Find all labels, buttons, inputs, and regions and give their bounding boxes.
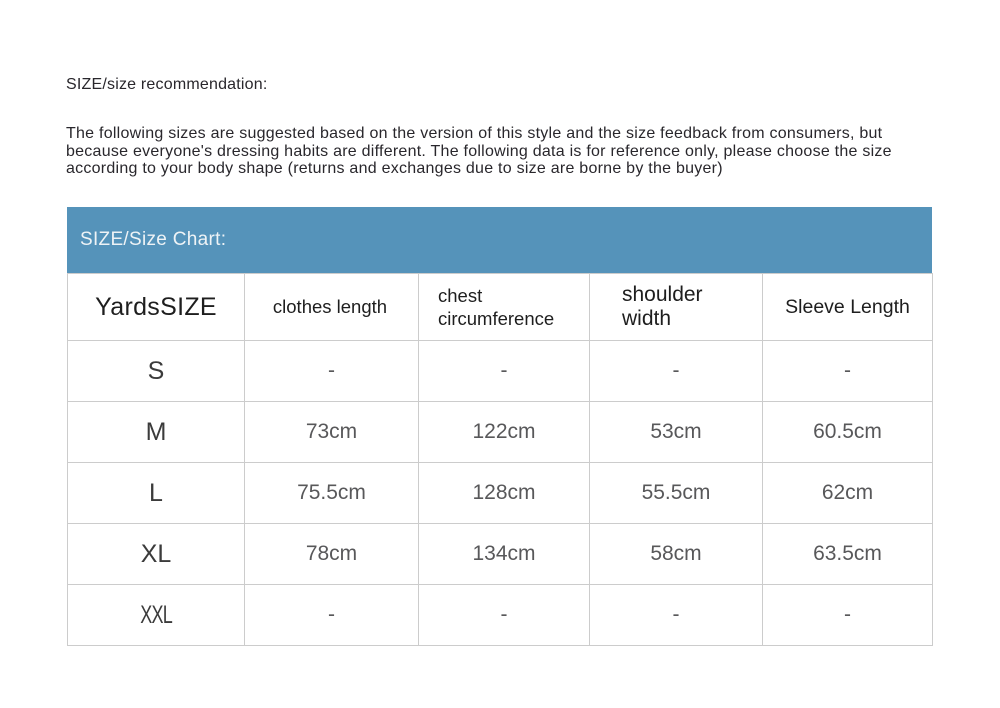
clothes-length-cell: - [245,585,419,646]
clothes-length-cell: 75.5cm [245,463,419,524]
sleeve-length-cell: 60.5cm [763,402,933,463]
size-label: XL [140,539,172,568]
sleeve-length-cell: 62cm [763,463,933,524]
chest-circumference-cell: 128cm [419,463,590,524]
shoulder-width-cell: 58cm [590,524,763,585]
size-label-cell [68,402,245,463]
sleeve-length-cell: - [763,585,933,646]
size-chart-table [67,273,933,646]
size-label-cell [68,463,245,524]
shoulder-width-cell: 55.5cm [590,463,763,524]
shoulder-width-cell: 53cm [590,402,763,463]
table-row [68,585,933,646]
column-header-shoulder-width-label: shoulder width [622,282,703,330]
sleeve-length-cell: - [763,341,933,402]
size-label-cell [68,524,245,585]
size-chart-title-bar [67,207,932,273]
clothes-length-cell: - [245,341,419,402]
table-row [68,341,933,402]
table-row [68,524,933,585]
column-header-shoulder-width [590,274,763,341]
size-label-cell [68,341,245,402]
chest-circumference-cell: 122cm [419,402,590,463]
size-label-cell [68,585,245,646]
size-chart-title: SIZE/Size Chart: [80,229,227,250]
chest-circumference-cell: - [419,341,590,402]
column-header-chest-circumference-label: chest circumference [438,284,555,329]
table-header-row [68,274,933,341]
column-header-chest-circumference [419,274,590,341]
size-label: XXL [140,600,172,629]
size-label: L [149,478,163,507]
size-recommendation-paragraph: The following sizes are suggested based on the version of this style and the size feedback from consumers, but because everyone's dressing habits are different. The following data is for reference only, please choose the size according to your body shape (returns and exchanges due to size are borne by the buyer) [66,125,892,177]
table-body [68,341,933,646]
column-header-clothes-length [245,274,419,341]
size-label: M [145,417,167,446]
shoulder-width-cell: - [590,585,763,646]
column-header-size [68,274,245,341]
clothes-length-cell: 73cm [245,402,419,463]
size-label: S [147,356,165,385]
size-chart-section [67,207,932,646]
table-row [68,463,933,524]
column-header-sleeve-length-label: Sleeve Length [785,295,910,318]
page-title: SIZE/size recommendation: [66,76,268,93]
shoulder-width-cell: - [590,341,763,402]
table-row [68,402,933,463]
column-header-clothes-length-label: clothes length [272,296,388,317]
column-header-sleeve-length [763,274,933,341]
chest-circumference-cell: 134cm [419,524,590,585]
column-header-size-label: YardsSIZE [95,292,217,321]
sleeve-length-cell: 63.5cm [763,524,933,585]
clothes-length-cell: 78cm [245,524,419,585]
chest-circumference-cell: - [419,585,590,646]
